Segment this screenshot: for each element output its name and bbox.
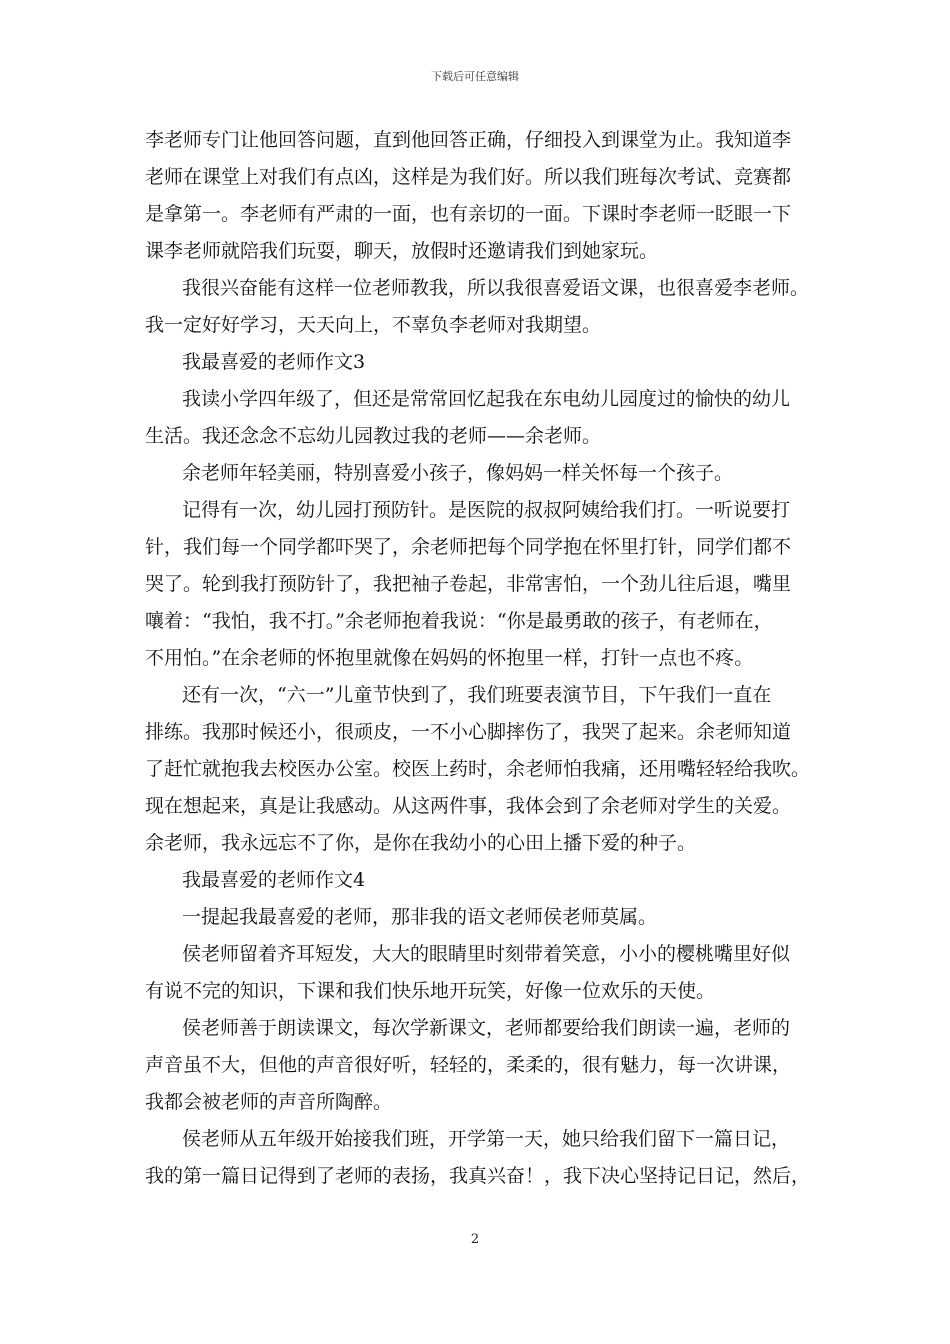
text-line: 侯老师善于朗读课文，每次学新课文，老师都要给我们朗读一遍，老师的 (182, 1017, 791, 1039)
text-line: 是拿第一。李老师有严肃的一面，也有亲切的一面。下课时李老师一眨眼一下 (145, 203, 792, 225)
text-line: 李老师专门让他回答问题，直到他回答正确，仔细投入到课堂为止。我知道李 (145, 129, 792, 151)
text-line: 声音虽不大，但他的声音很好听，轻轻的，柔柔的，很有魅力，每一次讲课， (145, 1054, 792, 1076)
text-line: 现在想起来，真是让我感动。从这两件事，我体会到了余老师对学生的关爱。 (145, 795, 792, 817)
text-line: 我读小学四年级了，但还是常常回忆起我在东电幼儿园度过的愉快的幼儿 (182, 388, 791, 410)
page-header: 下载后可任意编辑 (431, 70, 519, 83)
text-line: 课李老师就陪我们玩耍，聊天，放假时还邀请我们到她家玩。 (145, 240, 659, 262)
text-line: 了赶忙就抱我去校医办公室。校医上药时，余老师怕我痛，还用嘴轻轻给我吹。 (145, 758, 811, 780)
text-line: 不用怕。”在余老师的怀抱里就像在妈妈的怀抱里一样，打针一点也不疼。 (145, 647, 754, 669)
text-line: 记得有一次，幼儿园打预防针。是医院的叔叔阿姨给我们打。一听说要打 (182, 499, 791, 521)
text-line: 嚷着：“我怕，我不打。”余老师抱着我说：“你是最勇敢的孩子，有老师在， (145, 610, 773, 632)
text-line: 生活。我还念念不忘幼儿园教过我的老师——余老师。 (145, 425, 602, 447)
section-heading: 我最喜爱的老师作文4 (182, 869, 366, 891)
text-line: 一提起我最喜爱的老师，那非我的语文老师侯老师莫属。 (182, 906, 658, 928)
page-number: 2 (470, 1232, 480, 1247)
text-line: 余老师年轻美丽，特别喜爱小孩子，像妈妈一样关怀每一个孩子。 (182, 462, 734, 484)
text-line: 我的第一篇日记得到了老师的表扬，我真兴奋！，我下决心坚持记日记，然后， (145, 1165, 811, 1187)
text-line: 老师在课堂上对我们有点凶，这样是为我们好。所以我们班每次考试、竞赛都 (145, 166, 792, 188)
text-line: 有说不完的知识，下课和我们快乐地开玩笑，好像一位欢乐的天使。 (145, 980, 716, 1002)
section-heading: 我最喜爱的老师作文3 (182, 351, 366, 373)
text-line: 针，我们每一个同学都吓哭了，余老师把每个同学抱在怀里打针，同学们都不 (145, 536, 792, 558)
text-line: 排练。我那时候还小，很顽皮，一不小心脚摔伤了，我哭了起来。余老师知道 (145, 721, 792, 743)
document-body (145, 122, 815, 1195)
text-line: 还有一次，“六一”儿童节快到了，我们班要表演节目，下午我们一直在 (182, 684, 772, 706)
text-line: 余老师，我永远忘不了你，是你在我幼小的心田上播下爱的种子。 (145, 832, 697, 854)
text-line: 我都会被老师的声音所陶醉。 (145, 1091, 393, 1113)
text-line: 侯老师留着齐耳短发，大大的眼睛里时刻带着笑意，小小的樱桃嘴里好似 (182, 943, 791, 965)
text-line: 我一定好好学习，天天向上，不辜负李老师对我期望。 (145, 314, 602, 336)
text-line: 我很兴奋能有这样一位老师教我，所以我很喜爱语文课，也很喜爱李老师。 (182, 277, 810, 299)
text-line: 哭了。轮到我打预防针了，我把袖子卷起，非常害怕，一个劲儿往后退，嘴里 (145, 573, 792, 595)
text-line: 侯老师从五年级开始接我们班，开学第一天，她只给我们留下一篇日记， (182, 1128, 791, 1150)
